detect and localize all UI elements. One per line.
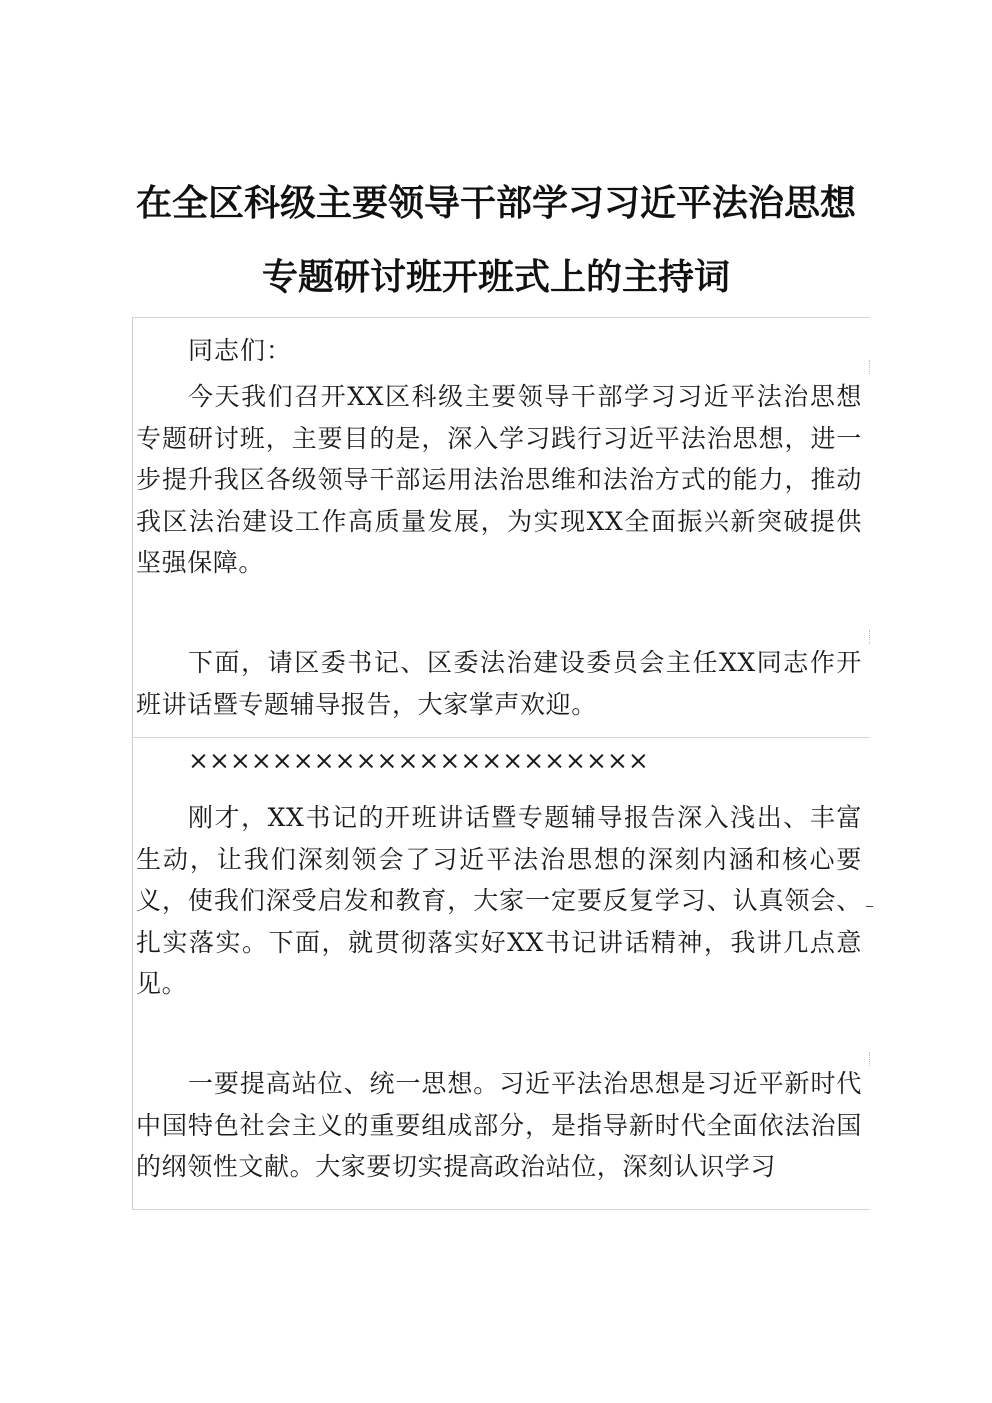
frame-rule-middle bbox=[132, 737, 870, 738]
paragraph-point-one: 一要提高站位、统一思想。习近平法治思想是习近平新时代中国特色社会主义的重要组成部分，是指导新时代全面依法治国的纲领性文献。大家要切实提高政治站位，深刻认识学习 bbox=[136, 1069, 862, 1181]
section-separator: ×××××××××××××××××××××× bbox=[188, 746, 649, 775]
frame-rule-bottom bbox=[132, 1209, 870, 1210]
document-title-line-1: 在全区科级主要领导干部学习习近平法治思想 bbox=[135, 183, 856, 224]
frame-rule-top bbox=[132, 317, 870, 318]
paragraph-introduction: 下面，请区委书记、区委法治建设委员会主任XX同志作开班讲话暨专题辅导报告，大家掌声欢迎。 bbox=[136, 648, 862, 719]
document-title-line-2: 专题研讨班开班式上的主持词 bbox=[261, 257, 730, 298]
salutation: 同志们： bbox=[188, 336, 293, 365]
frame-mark-right-1 bbox=[869, 360, 870, 374]
frame-rule-left bbox=[132, 317, 133, 1210]
frame-mark-right-3 bbox=[869, 1052, 870, 1066]
margin-tick-mark bbox=[866, 906, 873, 907]
paragraph-opening: 今天我们召开XX区科级主要领导干部学习习近平法治思想专题研讨班，主要目的是，深入学习践行习近平法治思想，进一步提升我区各级领导干部运用法治思维和法治方式的能力，推动我区法治建设工作高质量发展，为实现XX全面振兴新突破提供坚强保障。 bbox=[136, 382, 862, 577]
frame-mark-right-2 bbox=[869, 630, 870, 644]
paragraph-remarks: 刚才，XX书记的开班讲话暨专题辅导报告深入浅出、丰富生动，让我们深刻领会了习近平法治思想的深刻内涵和核心要义，使我们深受启发和教育，大家一定要反复学习、认真领会、扎实落实。下面，就贯彻落实好XX书记讲话精神，我讲几点意见。 bbox=[136, 803, 862, 998]
